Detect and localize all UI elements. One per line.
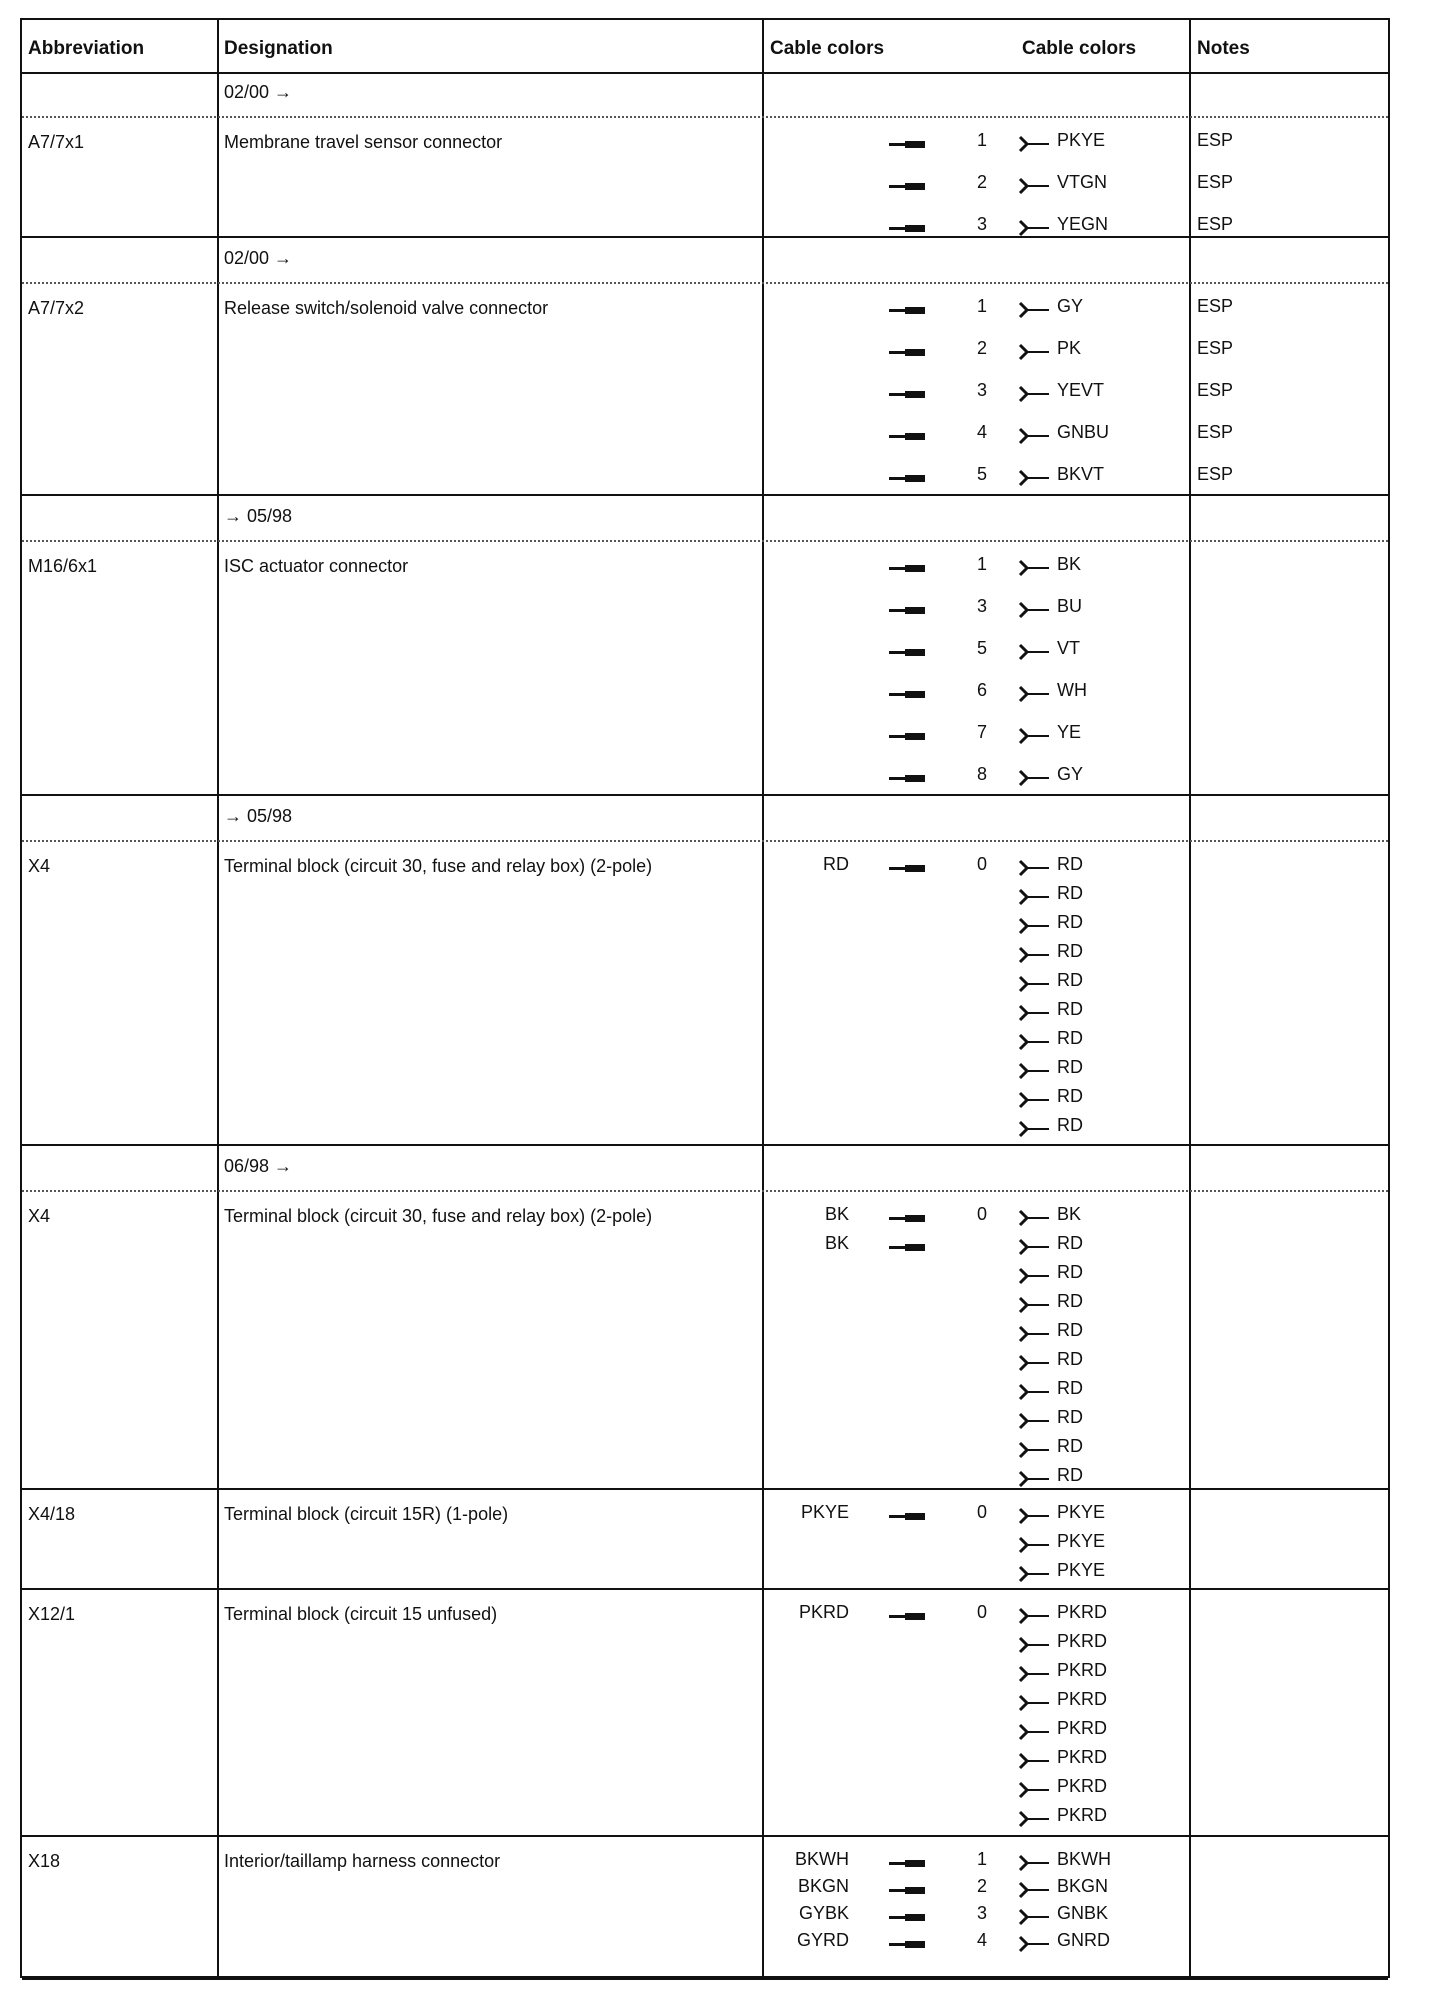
pin-row <box>22 1320 1388 1348</box>
pin-row <box>22 1849 1388 1877</box>
pin-row <box>22 1602 1388 1630</box>
pin-number: 1 <box>976 296 987 316</box>
socket-icon <box>1017 600 1051 625</box>
socket-icon <box>1017 1411 1051 1436</box>
socket-icon <box>1017 1440 1051 1465</box>
pin-number: 0 <box>976 1502 987 1522</box>
abbreviation-cell: M16/6x1 <box>28 556 98 576</box>
right-cable-color: RD <box>1057 1115 1083 1135</box>
socket-icon <box>1017 1722 1051 1747</box>
pin-row <box>22 912 1388 940</box>
socket-icon <box>1017 1535 1051 1560</box>
pin-row <box>22 1407 1388 1435</box>
socket-icon <box>1017 1693 1051 1718</box>
pin-row <box>22 1930 1388 1958</box>
socket-icon <box>1017 684 1051 709</box>
date-range-row <box>22 1146 1388 1192</box>
designation-cell: Interior/taillamp harness connector <box>224 1851 501 1871</box>
socket-icon <box>1017 468 1051 493</box>
plug-icon <box>889 651 925 654</box>
header-designation: Designation <box>224 38 333 59</box>
pin-number: 1 <box>976 130 987 150</box>
right-cable-color: PKRD <box>1057 1689 1108 1709</box>
right-cable-color: BKVT <box>1057 464 1105 484</box>
designation-cell: ISC actuator connector <box>224 556 409 576</box>
right-cable-color: PKRD <box>1057 1602 1108 1622</box>
connector-section <box>22 238 1388 496</box>
right-cable-color: RD <box>1057 1262 1083 1282</box>
socket-icon <box>1017 1266 1051 1291</box>
plug-icon <box>889 435 925 438</box>
right-cable-color: RD <box>1057 1291 1083 1311</box>
header-abbreviation: Abbreviation <box>28 38 145 59</box>
right-cable-color: RD <box>1057 1233 1083 1253</box>
date-range-row <box>22 796 1388 842</box>
pin-row <box>22 1805 1388 1833</box>
socket-icon <box>1017 1353 1051 1378</box>
date-range-row <box>22 496 1388 542</box>
pin-row <box>22 1776 1388 1804</box>
right-cable-color: GY <box>1057 764 1084 784</box>
right-cable-color: PKYE <box>1057 130 1106 150</box>
note-cell: ESP <box>1197 380 1234 400</box>
pin-row <box>22 1349 1388 1377</box>
left-cable-color: BKGN <box>797 1876 849 1896</box>
socket-icon <box>1017 1208 1051 1233</box>
pin-row <box>22 1291 1388 1319</box>
socket-icon <box>1017 1032 1051 1057</box>
left-cable-color: RD <box>823 854 849 874</box>
plug-icon <box>889 143 925 146</box>
right-cable-color: BKWH <box>1057 1849 1111 1869</box>
socket-icon <box>1017 1853 1051 1878</box>
socket-icon <box>1017 558 1051 583</box>
plug-icon <box>889 735 925 738</box>
socket-icon <box>1017 945 1051 970</box>
pin-number: 1 <box>976 554 987 574</box>
pin-number: 6 <box>976 680 987 700</box>
date-range-row <box>22 238 1388 284</box>
plug-icon <box>889 477 925 480</box>
connector-section <box>22 72 1388 238</box>
right-cable-color: PKRD <box>1057 1660 1108 1680</box>
socket-icon <box>1017 1907 1051 1932</box>
pin-row <box>22 1502 1388 1530</box>
header-notes: Notes <box>1197 38 1250 59</box>
socket-icon <box>1017 726 1051 751</box>
pin-row <box>22 1876 1388 1904</box>
pin-row <box>22 296 1388 324</box>
pin-row <box>22 554 1388 582</box>
plug-icon <box>889 1862 925 1865</box>
right-cable-color: PK <box>1057 338 1082 358</box>
socket-icon <box>1017 1061 1051 1086</box>
pin-number: 7 <box>976 722 987 742</box>
abbreviation-cell: X4 <box>28 856 51 876</box>
pin-row <box>22 883 1388 911</box>
pin-number: 5 <box>976 638 987 658</box>
designation-cell: Terminal block (circuit 30, fuse and relay box) (2-pole) <box>224 856 653 876</box>
header-cable-colors-right: Cable colors <box>1022 38 1137 59</box>
date-range: → 05/98 <box>224 506 293 526</box>
pin-number: 3 <box>976 380 987 400</box>
pin-number: 3 <box>976 1903 987 1923</box>
right-cable-color: RD <box>1057 1086 1083 1106</box>
right-cable-color: BK <box>1057 1204 1082 1224</box>
designation-cell: Terminal block (circuit 15R) (1-pole) <box>224 1504 509 1524</box>
pin-row <box>22 1903 1388 1931</box>
pin-row <box>22 1689 1388 1717</box>
right-cable-color: RD <box>1057 999 1083 1019</box>
plug-icon <box>889 1615 925 1618</box>
pin-number: 4 <box>976 1930 987 1950</box>
right-cable-color: BKGN <box>1057 1876 1109 1896</box>
pin-number: 0 <box>976 1204 987 1224</box>
right-cable-color: RD <box>1057 941 1083 961</box>
pin-row <box>22 380 1388 408</box>
abbreviation-cell: X12/1 <box>28 1604 76 1624</box>
pin-row <box>22 854 1388 882</box>
socket-icon <box>1017 1635 1051 1660</box>
pin-row <box>22 464 1388 492</box>
plug-icon <box>889 1943 925 1946</box>
connector-section <box>22 796 1388 1146</box>
connector-section <box>22 1837 1388 1980</box>
right-cable-color: RD <box>1057 970 1083 990</box>
abbreviation-cell: A7/7x1 <box>28 132 85 152</box>
plug-icon <box>889 1889 925 1892</box>
connector-section <box>22 1590 1388 1837</box>
pin-row <box>22 1028 1388 1056</box>
pin-row <box>22 172 1388 200</box>
pin-row <box>22 338 1388 366</box>
socket-icon <box>1017 1382 1051 1407</box>
left-cable-color: BKWH <box>795 1849 849 1869</box>
abbreviation-cell: X18 <box>28 1851 61 1871</box>
socket-icon <box>1017 342 1051 367</box>
right-cable-color: GNRD <box>1057 1930 1110 1950</box>
right-cable-color: PKRD <box>1057 1718 1108 1738</box>
note-cell: ESP <box>1197 172 1234 192</box>
socket-icon <box>1017 1780 1051 1805</box>
pin-row <box>22 1262 1388 1290</box>
date-range-row <box>22 72 1388 118</box>
pin-number: 3 <box>976 214 987 234</box>
pin-row <box>22 1204 1388 1232</box>
left-cable-color: PKYE <box>800 1502 849 1522</box>
pin-number: 5 <box>976 464 987 484</box>
pin-number: 3 <box>976 596 987 616</box>
socket-icon <box>1017 1003 1051 1028</box>
abbreviation-cell: X4 <box>28 1206 51 1226</box>
abbreviation-cell: A7/7x2 <box>28 298 85 318</box>
plug-icon <box>889 867 925 870</box>
pin-row <box>22 1233 1388 1261</box>
right-cable-color: RD <box>1057 1465 1083 1485</box>
date-range: 02/00 → <box>224 82 293 102</box>
right-cable-color: RD <box>1057 1028 1083 1048</box>
pin-row <box>22 1718 1388 1746</box>
date-range: → 05/98 <box>224 806 293 826</box>
socket-icon <box>1017 768 1051 793</box>
designation-cell: Terminal block (circuit 30, fuse and relay box) (2-pole) <box>224 1206 653 1226</box>
plug-icon <box>889 351 925 354</box>
plug-icon <box>889 1217 925 1220</box>
plug-icon <box>889 567 925 570</box>
designation-cell: Release switch/solenoid valve connector <box>224 298 549 318</box>
right-cable-color: RD <box>1057 883 1083 903</box>
left-cable-color: GYRD <box>796 1930 849 1950</box>
table-header <box>22 20 1388 74</box>
connector-section <box>22 496 1388 796</box>
right-cable-color: PKRD <box>1057 1747 1108 1767</box>
right-cable-color: GNBU <box>1057 422 1110 442</box>
right-cable-color: YE <box>1057 722 1082 742</box>
pin-row <box>22 941 1388 969</box>
pin-number: 0 <box>976 854 987 874</box>
socket-icon <box>1017 1324 1051 1349</box>
right-cable-color: RD <box>1057 1407 1083 1427</box>
pin-row <box>22 1086 1388 1114</box>
pin-row <box>22 596 1388 624</box>
pin-row <box>22 999 1388 1027</box>
right-cable-color: YEGN <box>1057 214 1109 234</box>
connector-section <box>22 1490 1388 1590</box>
pin-row <box>22 1631 1388 1659</box>
plug-icon <box>889 309 925 312</box>
note-cell: ESP <box>1197 214 1234 234</box>
plug-icon <box>889 777 925 780</box>
pin-number: 8 <box>976 764 987 784</box>
pin-row <box>22 1057 1388 1085</box>
right-cable-color: PKRD <box>1057 1776 1108 1796</box>
right-cable-color: RD <box>1057 854 1083 874</box>
socket-icon <box>1017 1809 1051 1834</box>
plug-icon <box>889 1515 925 1518</box>
socket-icon <box>1017 974 1051 999</box>
designation-cell: Membrane travel sensor connector <box>224 132 503 152</box>
socket-icon <box>1017 1564 1051 1589</box>
abbreviation-cell: X4/18 <box>28 1504 76 1524</box>
right-cable-color: GY <box>1057 296 1084 316</box>
designation-cell: Terminal block (circuit 15 unfused) <box>224 1604 498 1624</box>
socket-icon <box>1017 1237 1051 1262</box>
connector-section <box>22 1146 1388 1490</box>
pin-row <box>22 638 1388 666</box>
plug-icon <box>889 185 925 188</box>
pin-number: 4 <box>976 422 987 442</box>
right-cable-color: BK <box>1057 554 1082 574</box>
socket-icon <box>1017 1090 1051 1115</box>
right-cable-color: WH <box>1057 680 1087 700</box>
pin-row <box>22 1560 1388 1588</box>
plug-icon <box>889 227 925 230</box>
socket-icon <box>1017 858 1051 883</box>
note-cell: ESP <box>1197 296 1234 316</box>
pin-row <box>22 1465 1388 1493</box>
pin-row <box>22 1436 1388 1464</box>
right-cable-color: RD <box>1057 912 1083 932</box>
socket-icon <box>1017 1295 1051 1320</box>
note-cell: ESP <box>1197 422 1234 442</box>
right-cable-color: RD <box>1057 1378 1083 1398</box>
socket-icon <box>1017 1934 1051 1959</box>
pin-row <box>22 722 1388 750</box>
socket-icon <box>1017 642 1051 667</box>
socket-icon <box>1017 887 1051 912</box>
note-cell: ESP <box>1197 130 1234 150</box>
right-cable-color: RD <box>1057 1057 1083 1077</box>
socket-icon <box>1017 1751 1051 1776</box>
plug-icon <box>889 1916 925 1919</box>
pin-number: 1 <box>976 1849 987 1869</box>
socket-icon <box>1017 1506 1051 1531</box>
left-cable-color: PKRD <box>798 1602 849 1622</box>
socket-icon <box>1017 426 1051 451</box>
socket-icon <box>1017 1664 1051 1689</box>
socket-icon <box>1017 1119 1051 1144</box>
socket-icon <box>1017 134 1051 159</box>
left-cable-color: BK <box>824 1233 849 1253</box>
note-cell: ESP <box>1197 338 1234 358</box>
pin-row <box>22 1531 1388 1559</box>
connector-table <box>20 18 1390 1978</box>
right-cable-color: RD <box>1057 1349 1083 1369</box>
socket-icon <box>1017 1880 1051 1905</box>
plug-icon <box>889 1246 925 1249</box>
right-cable-color: YEVT <box>1057 380 1105 400</box>
right-cable-color: PKYE <box>1057 1531 1106 1551</box>
socket-icon <box>1017 1606 1051 1631</box>
right-cable-color: BU <box>1057 596 1083 616</box>
right-cable-color: PKYE <box>1057 1502 1106 1522</box>
plug-icon <box>889 393 925 396</box>
pin-row <box>22 130 1388 158</box>
right-cable-color: PKRD <box>1057 1631 1108 1651</box>
socket-icon <box>1017 916 1051 941</box>
pin-row <box>22 764 1388 792</box>
date-range: 02/00 → <box>224 248 293 268</box>
pin-row <box>22 680 1388 708</box>
pin-number: 0 <box>976 1602 987 1622</box>
header-cable-colors-left: Cable colors <box>770 38 885 59</box>
right-cable-color: RD <box>1057 1436 1083 1456</box>
right-cable-color: PKYE <box>1057 1560 1106 1580</box>
right-cable-color: PKRD <box>1057 1805 1108 1825</box>
pin-number: 2 <box>976 338 987 358</box>
note-cell: ESP <box>1197 464 1234 484</box>
plug-icon <box>889 609 925 612</box>
plug-icon <box>889 693 925 696</box>
pin-number: 2 <box>976 1876 987 1896</box>
pin-row <box>22 1115 1388 1143</box>
right-cable-color: VTGN <box>1057 172 1108 192</box>
socket-icon <box>1017 176 1051 201</box>
right-cable-color: GNBK <box>1057 1903 1109 1923</box>
date-range: 06/98 → <box>224 1156 293 1176</box>
left-cable-color: BK <box>824 1204 849 1224</box>
pin-number: 2 <box>976 172 987 192</box>
left-cable-color: GYBK <box>798 1903 849 1923</box>
socket-icon <box>1017 384 1051 409</box>
socket-icon <box>1017 300 1051 325</box>
right-cable-color: RD <box>1057 1320 1083 1340</box>
pin-row <box>22 1747 1388 1775</box>
pin-row <box>22 422 1388 450</box>
pin-row <box>22 1660 1388 1688</box>
pin-row <box>22 970 1388 998</box>
pin-row <box>22 1378 1388 1406</box>
right-cable-color: VT <box>1057 638 1081 658</box>
